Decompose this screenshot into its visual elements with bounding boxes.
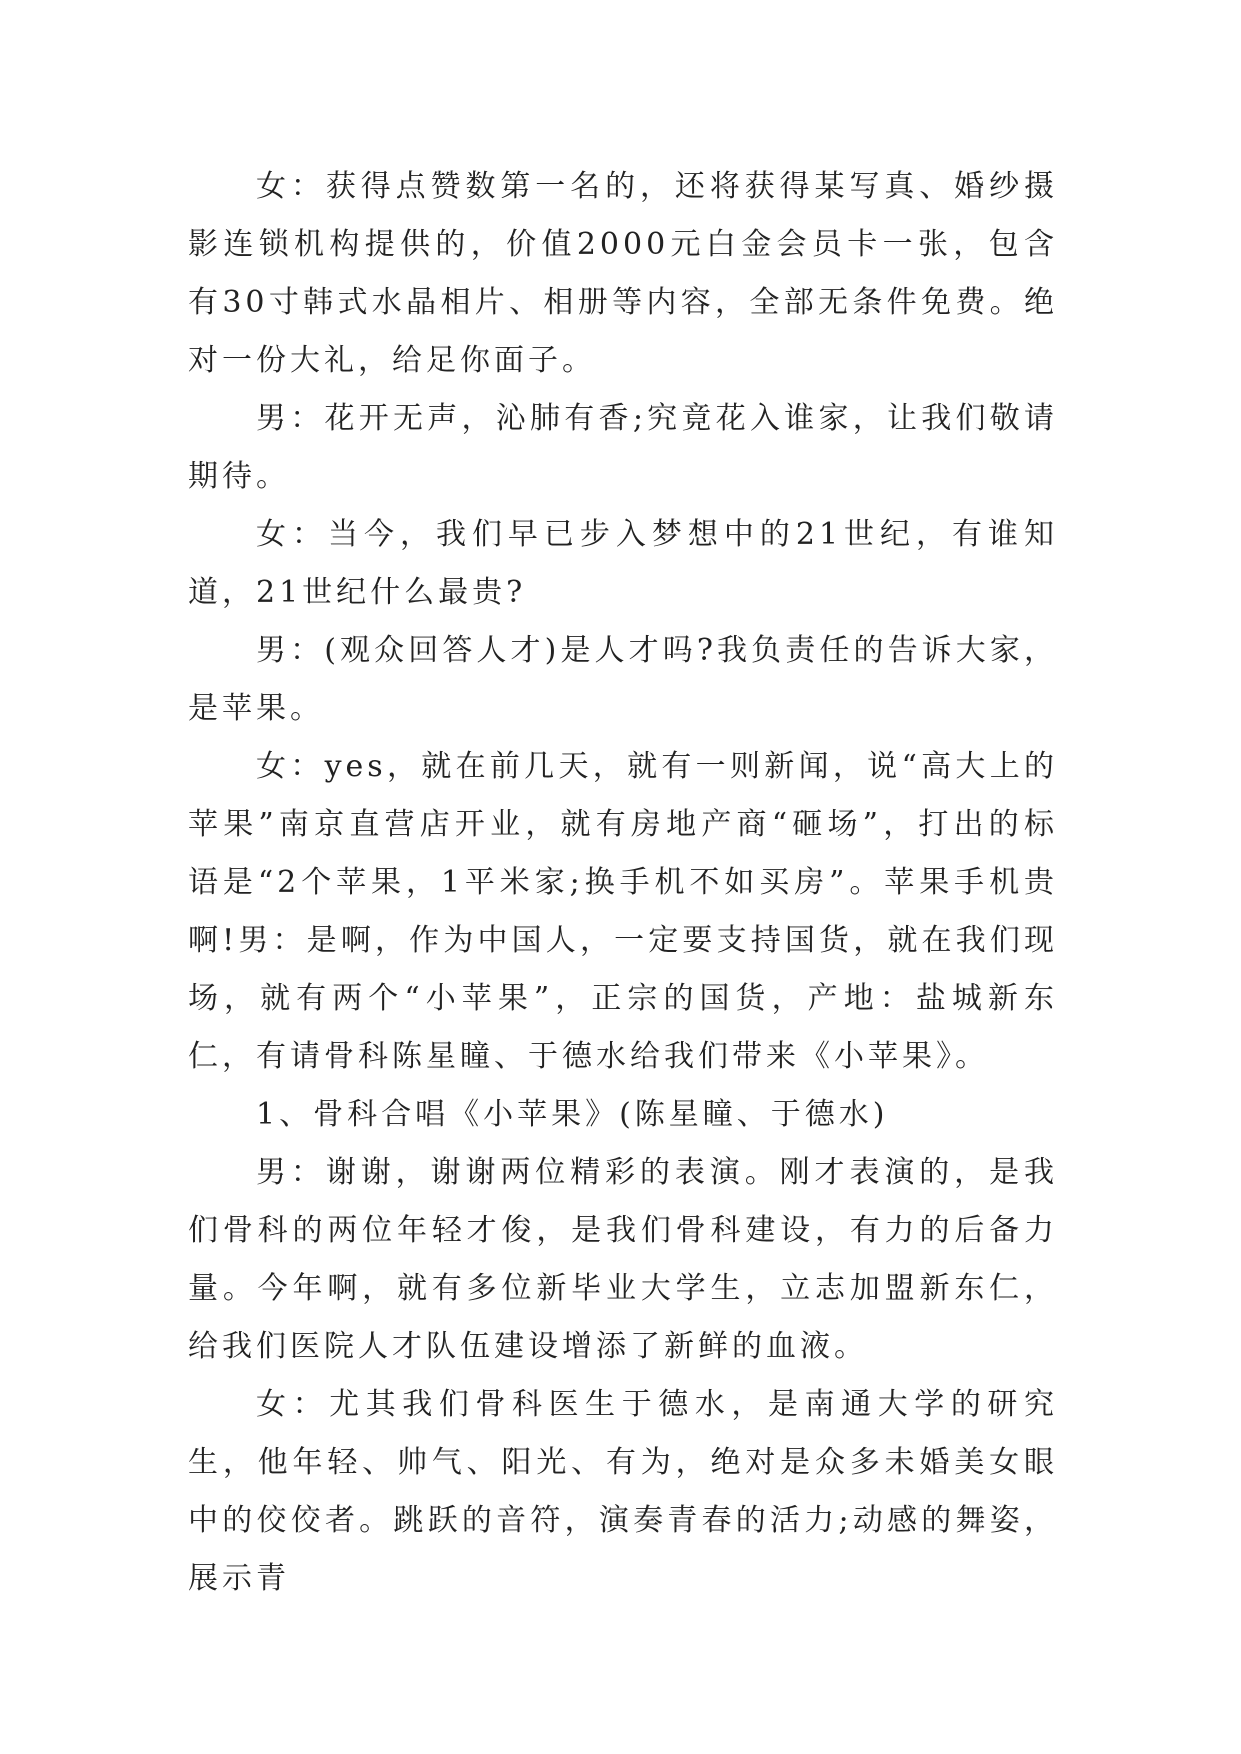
paragraph-7: 男：谢谢，谢谢两位精彩的表演。刚才表演的，是我们骨科的两位年轻才俊，是我们骨科建设，有力的后备力量。今年啊，就有多位新毕业大学生，立志加盟新东仁，给我们医院人才队伍建设增添了新鲜的血液。 — [188, 1155, 1058, 1364]
paragraph-6: 1、骨科合唱《小苹果》(陈星瞳、于德水) — [256, 1097, 889, 1132]
paragraph-4: 男：(观众回答人才)是人才吗?我负责任的告诉大家，是苹果。 — [188, 633, 1058, 726]
document-body — [188, 158, 1058, 1608]
paragraph-2: 男：花开无声，沁肺有香;究竟花入谁家，让我们敬请期待。 — [188, 401, 1058, 494]
paragraph-1: 女：获得点赞数第一名的，还将获得某写真、婚纱摄影连锁机构提供的，价值2000元白金会员卡一张，包含有30寸韩式水晶相片、相册等内容，全部无条件免费。绝对一份大礼，给足你面子。 — [188, 169, 1058, 378]
paragraph-3: 女：当今，我们早已步入梦想中的21世纪，有谁知道，21世纪什么最贵? — [188, 517, 1058, 610]
paragraph-8: 女：尤其我们骨科医生于德水，是南通大学的研究生，他年轻、帅气、阳光、有为，绝对是众多未婚美女眼中的佼佼者。跳跃的音符，演奏青春的活力;动感的舞姿，展示青 — [188, 1387, 1058, 1596]
paragraph-5: 女：yes，就在前几天，就有一则新闻，说“高大上的苹果”南京直营店开业，就有房地产商“砸场”，打出的标语是“2个苹果，1平米家;换手机不如买房”。苹果手机贵啊!男：是啊，作为中国人，一定要支持国货，就在我们现场，就有两个“小苹果”，正宗的国货，产地：盐城新东仁，有请骨科陈星瞳、于德水给我们带来《小苹果》。 — [188, 749, 1058, 1074]
